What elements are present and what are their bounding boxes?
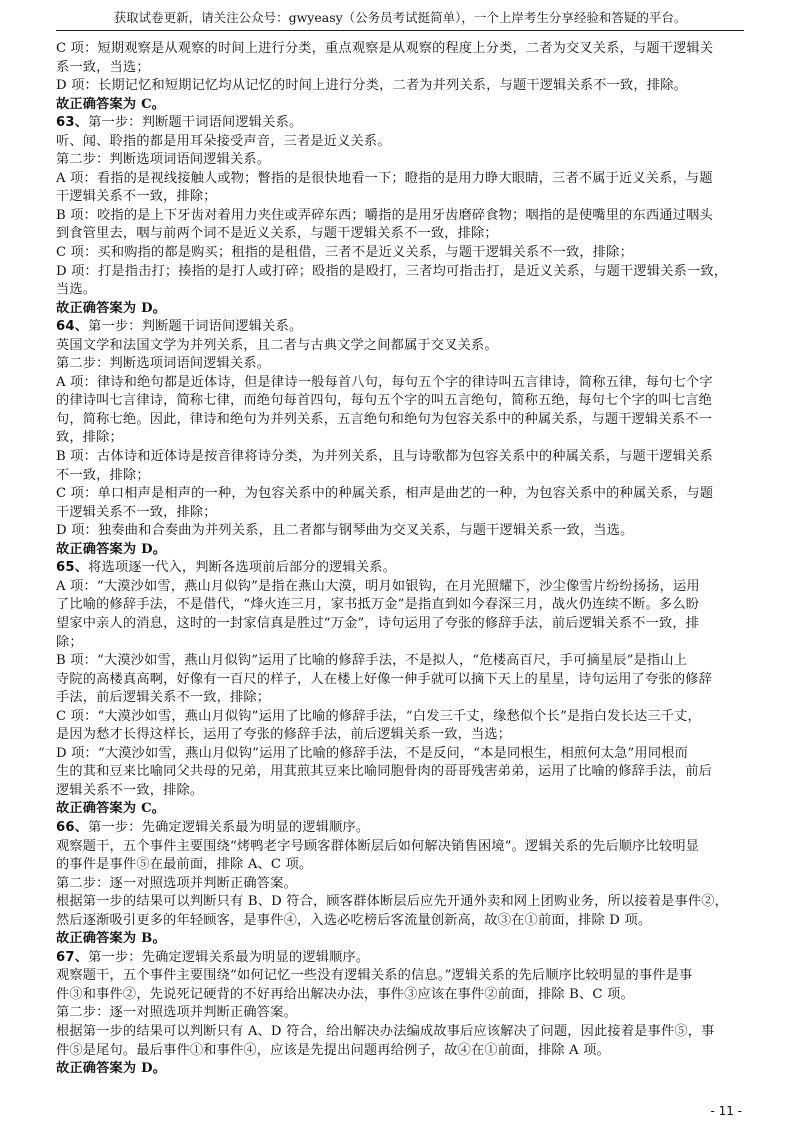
- line-text: 第二步：逐一对照选项并判断正确答案。: [56, 875, 297, 891]
- text-line: [56, 745, 746, 764]
- text-line: [56, 133, 746, 152]
- line-text: B 项：咬指的是上下牙齿对着用力夹住或弄碎东西；嚼指的是用牙齿磨碎食物；咽指的是使嘴里的东西通过咽头: [56, 207, 713, 223]
- line-text: D 项：独奏曲和合奏曲为并列关系，且二者都与钢琴曲为交叉关系，与题干逻辑关系一致，当选。: [56, 523, 634, 539]
- line-text: D 项：长期记忆和短期记忆均从记忆的时间上进行分类，二者为并列关系，与题干逻辑关系不一致，排除。: [56, 78, 687, 94]
- text-line: [56, 671, 746, 690]
- text-line: [56, 504, 746, 523]
- line-text: 观察题干，五个事件主要围绕“如何记忆一些没有逻辑关系的信息。”逻辑关系的先后顺序比较明显的事件是事: [56, 968, 693, 984]
- line-text: 是因为愁才长得这样长，运用了夸张的修辞手法，前后逻辑关系一致，当选；: [56, 727, 512, 743]
- text-line: [56, 392, 746, 411]
- line-text: 的律诗叫七言律诗，简称七律，而绝句每首四句，每句五个字的叫五言绝句，简称五绝，每句七个字的叫七言绝: [56, 393, 712, 409]
- text-line: [56, 244, 746, 263]
- answer-line: [56, 930, 746, 949]
- line-text: A 项：律诗和绝句都是近体诗，但是律诗一般每首八句，每句五个字的律诗叫五言律诗，简称五律，每句七个字: [56, 374, 713, 390]
- line-text: 件⑤是尾句。最后事件①和事件④，应该是先提出问题再给例子，故④在①前面，排除 A 项。: [56, 1042, 611, 1058]
- line-text: 手法，前后逻辑关系不一致，排除；: [56, 690, 271, 706]
- line-text: 故正确答案为 D。: [56, 1061, 167, 1077]
- line-text: 系一致，当选；: [56, 59, 150, 75]
- answer-line: [56, 541, 746, 560]
- text-line: [56, 77, 746, 96]
- line-text: B 项：“大漠沙如雪，燕山月似钩”运用了比喻的修辞手法，不是拟人，“危楼高百尺，手可摘星辰”是指山上: [56, 653, 688, 669]
- line-text: 第一步：先确定逻辑关系最为明显的逻辑顺序。: [88, 819, 370, 835]
- line-text: 听、闻、聆指的都是用耳朵接受声音，三者是近义关系。: [56, 133, 391, 149]
- line-text: 将选项逐一代入，判断各选项前后部分的逻辑关系。: [88, 560, 397, 576]
- text-line: [56, 726, 746, 745]
- text-line: [56, 411, 746, 430]
- question-number: 65、: [56, 560, 89, 576]
- question-heading-line: [56, 114, 746, 133]
- line-text: C 项：“大漠沙如雪，燕山月似钩”运用了比喻的修辞手法，“白发三千丈，缘愁似个长”是指白发长达三千丈，: [56, 708, 701, 724]
- line-text: 件③和事件②，先说死记硬背的不好再给出解决办法，事件③应该在事件②前面，排除 B、C 项。: [56, 986, 634, 1002]
- line-text: 第一步：先确定逻辑关系最为明显的逻辑顺序。: [88, 949, 370, 965]
- line-text: 干逻辑关系不一致，排除；: [56, 189, 217, 205]
- line-text: A 项：看指的是视线接触人或物；瞥指的是很快地看一下；瞪指的是用力睁大眼睛，三者不属于近义关系，与题: [56, 170, 713, 186]
- line-text: 故正确答案为 D。: [56, 541, 167, 557]
- line-text: 第一步：判断题干词语间逻辑关系。: [88, 115, 303, 131]
- question-heading-line: [56, 559, 746, 578]
- text-line: [56, 615, 746, 634]
- line-text: C 项：短期观察是从观察的时间上进行分类，重点观察是从观察的程度上分类，二者为交叉关系，与题干逻辑关: [56, 41, 714, 56]
- text-line: [56, 1023, 746, 1042]
- line-text: 然后逐渐吸引更多的年轻顾客，是事件④，入选必吃榜后客流量创新高，故③在①前面，排除 D 项。: [56, 912, 652, 928]
- text-line: [56, 652, 746, 671]
- text-line: [56, 40, 746, 59]
- text-line: [56, 689, 746, 708]
- text-line: [56, 578, 746, 597]
- text-line: [56, 1042, 746, 1061]
- question-heading-line: [56, 949, 746, 968]
- text-line: [56, 467, 746, 486]
- line-text: 第二步：判断选项词语间逻辑关系。: [56, 152, 271, 168]
- text-line: [56, 522, 746, 541]
- line-text: 的事件是事件⑤在最前面，排除 A、C 项。: [56, 857, 313, 873]
- text-line: [56, 374, 746, 393]
- line-text: 第二步：判断选项词语间逻辑关系。: [56, 356, 271, 372]
- question-heading-line: [56, 318, 746, 337]
- line-text: 观察题干，五个事件主要围绕“烤鸭老字号顾客群体断层后如何解决销售困境”。逻辑关系的先后顺序比较明显: [56, 838, 700, 854]
- line-text: 不一致，排除；: [56, 467, 150, 483]
- line-text: 干逻辑关系不一致，排除；: [56, 504, 217, 520]
- answer-line: [56, 1060, 746, 1079]
- line-text: D 项：打是指击打；揍指的是打人或打碎；殴指的是殴打，三者均可指击打，是近义关系，与题干逻辑关系一致，: [56, 263, 728, 279]
- text-line: [56, 151, 746, 170]
- line-text: 故正确答案为 C。: [56, 96, 166, 112]
- page-header: [56, 8, 744, 31]
- text-line: [56, 207, 746, 226]
- line-text: 了比喻的修辞手法，不是借代，“烽火连三月，家书抵万金”是指直到如今春深三月，战火仍连续不断。多么盼: [56, 597, 700, 613]
- line-text: 到食管里去，咽与前两个词不是近义关系，与题干逻辑关系不一致，排除；: [56, 226, 498, 242]
- line-text: C 项：买和购指的都是购买；租指的是租借，三者不是近义关系，与题干逻辑关系不一致，排除；: [56, 245, 633, 261]
- text-line: [56, 856, 746, 875]
- text-line: [56, 281, 746, 300]
- answer-line: [56, 800, 746, 819]
- line-text: 第一步：判断题干词语间逻辑关系。: [88, 319, 303, 335]
- text-line: [56, 763, 746, 782]
- answer-line: [56, 300, 746, 319]
- line-text: 句，简称七绝。因此，律诗和绝句为并列关系，五言绝句和绝句为包容关系中的种属关系，与题干逻辑关系不一: [56, 411, 712, 427]
- text-line: [56, 485, 746, 504]
- line-text: 故正确答案为 B。: [56, 931, 166, 947]
- line-text: 望家中亲人的消息，这时的一封家信真是胜过“万金”，诗句运用了夸张的修辞手法，前后逻辑关系不一致，排: [56, 615, 700, 631]
- question-heading-line: [56, 819, 746, 838]
- line-text: 英国文学和法国文学为并列关系，且二者与古典文学之间都属于交叉关系。: [56, 337, 498, 353]
- text-line: [56, 596, 746, 615]
- text-line: [56, 429, 746, 448]
- text-line: [56, 912, 746, 931]
- line-text: B 项：古体诗和近体诗是按音律将诗分类，为并列关系，且与诗歌都为包容关系中的种属关系，与题干逻辑关系: [56, 449, 713, 465]
- answer-explanation-body: [56, 40, 746, 1079]
- page-number: - 11 -: [710, 1104, 742, 1118]
- text-line: [56, 875, 746, 894]
- line-text: 故正确答案为 C。: [56, 801, 166, 817]
- line-text: 第二步：逐一对照选项并判断正确答案。: [56, 1005, 297, 1021]
- line-text: C 项：单口相声是相声的一种，为包容关系中的种属关系，相声是曲艺的一种，为包容关系中的种属关系，与题: [56, 486, 714, 502]
- text-line: [56, 967, 746, 986]
- question-number: 63、: [56, 115, 89, 131]
- line-text: 当选。: [56, 282, 97, 298]
- header-text: 获取试卷更新，请关注公众号：gwyeasy（公务员考试挺简单），一个上岸考生分享经验和答疑的平台。: [113, 10, 687, 25]
- text-line: [56, 263, 746, 282]
- line-text: D 项：“大漠沙如雪，燕山月似钩”运用了比喻的修辞手法，不是反问，“本是同根生，相煎何太急”用同根而: [56, 745, 688, 761]
- text-line: [56, 337, 746, 356]
- text-line: [56, 1004, 746, 1023]
- line-text: 生的萁和豆来比喻同父共母的兄弟，用萁煎其豆来比喻同胞骨肉的哥哥残害弟弟，运用了比喻的修辞手法，前后: [56, 764, 712, 780]
- line-text: 根据第一步的结果可以判断只有 B、D 符合，顾客群体断层后应先开通外卖和网上团购业务，所以接着是事件②，: [56, 894, 729, 910]
- line-text: 故正确答案为 D。: [56, 300, 167, 316]
- line-text: 逻辑关系不一致，排除。: [56, 782, 204, 798]
- line-text: 除；: [56, 634, 83, 650]
- text-line: [56, 170, 746, 189]
- answer-line: [56, 96, 746, 115]
- text-line: [56, 838, 746, 857]
- text-line: [56, 59, 746, 78]
- text-line: [56, 893, 746, 912]
- question-number: 64、: [56, 319, 89, 335]
- line-text: 根据第一步的结果可以判断只有 A、D 符合，给出解决办法编成故事后应该解决了问题，因此接着是事件⑤，事: [56, 1023, 715, 1039]
- text-line: [56, 448, 746, 467]
- line-text: 寺院的高楼真高啊，好像有一百尺的样子，人在楼上好像一伸手就可以摘下天上的星星，诗句运用了夸张的修辞: [56, 671, 712, 687]
- line-text: A 项：“大漠沙如雪，燕山月似钩”是指在燕山大漠，明月如银钩，在月光照耀下，沙尘像雪片纷纷扬扬，运用: [56, 578, 700, 594]
- text-line: [56, 188, 746, 207]
- line-text: 致，排除；: [56, 430, 123, 446]
- text-line: [56, 355, 746, 374]
- text-line: [56, 634, 746, 653]
- text-line: [56, 782, 746, 801]
- question-number: 67、: [56, 949, 89, 965]
- question-number: 66、: [56, 819, 89, 835]
- text-line: [56, 986, 746, 1005]
- text-line: [56, 225, 746, 244]
- text-line: [56, 708, 746, 727]
